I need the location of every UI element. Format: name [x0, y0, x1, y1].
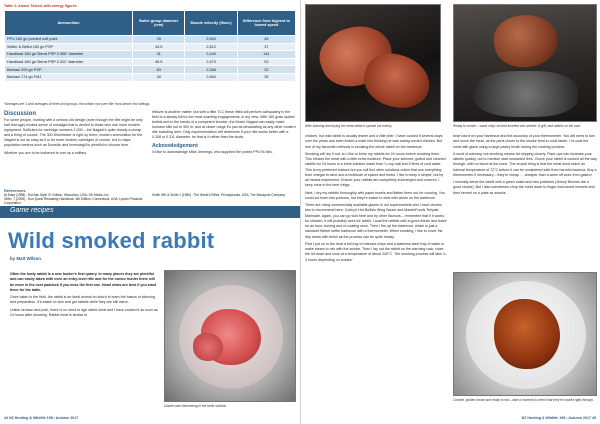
article-paragraph: A word of warning: hot smoking means fat dripping closely. Flare-ups can increase your rabbits quickly, not to mention start unwanted fires. Check your rabbit is cooked all the way through, with no blood at the bone. The crucial thing is that the meat must reach an internal temperature of 72°C before it can be considered safe from harmful bacteria. Buy a thermometer if necessary – they're cheap … cheaper than a week off work from gastro!	[453, 151, 597, 177]
discussion-heading: Discussion	[4, 111, 37, 117]
article-title: Wild smoked rabbit	[8, 228, 215, 253]
table-cell: PPU 160 gn pointed soft point	[5, 36, 133, 44]
table-cell: 63	[133, 66, 185, 74]
table-cell: 25	[133, 36, 185, 44]
article-paragraph: Next, I dry my rabbits thoroughly with paper towels and flatten them out for cooking. You could cut them into portions, but they're easier to deal with whole on the barbecue.	[305, 190, 445, 200]
discussion-column-1	[4, 110, 146, 156]
table-cell: 2,440	[185, 51, 237, 59]
discussion-text-2: Whether you are to be bothered to turn up a military	[4, 150, 87, 155]
page-number-right: NZ Hunting & Wildlife 198 • Autumn 2017 45	[521, 416, 596, 420]
table-cell: 45	[237, 36, 295, 44]
article-column-4	[453, 134, 597, 196]
acknowledgement-heading: Acknowledgement	[152, 142, 198, 149]
table-cell: 31	[133, 51, 185, 59]
skinned-rabbit-photo	[305, 4, 441, 122]
table-cell: 22	[237, 66, 295, 74]
article-paragraph: Smoking will dry it out, so I like to brine my rabbits for 24 hours before smoking them. This infuses the meat with a little extra moisture. Place your skinned, gutted and cleaned rabbits for 24 hours in a brine solution made from ¼ cup salt and 5 litres of cold water. This is my preferred mixture but you will find other solutions online that use everything from vinegar to wine and a multitude of spices and herbs. I like to keep it simple, but by all means experiment. Ensure your rabbits are completely submerged and covered. I keep mine in the beer fridge.	[305, 151, 446, 188]
table-row	[5, 66, 296, 74]
article-paragraph: There are many commercially available glazes in our supermarkets and I have chosen two to recommend here: Culley's Hot Buffalo Wing Sauce and MasterFoods Teriyaki Marinade. Again, you can go wild here and try other flavours – remember that if it works for chicken, it will probably work for rabbit. I coat the rabbits with a good drizzle and leave for an hour, turning and re-coating once. Then I fire up the barbecue, which is just a standard Weber kettle barbecue with a thermometer. When smoking, I like to cover the drip areas with tinfoil as the process can be quite messy.	[305, 203, 447, 239]
table-cell: 2,600	[185, 36, 237, 44]
brine-photo	[164, 270, 296, 402]
table-cell: 37	[237, 43, 295, 51]
reference-item: At Ease (1998) : Hot Ash Style 3+ Edition, Wisconsin, USA; DK Media, Inc.	[4, 193, 110, 197]
article-paragraph: I normally serve the rabbit with a green salad and new potatoes (Jersey Bennes are a good choice). But I also sometimes chop the meat down to finger-food-sized morsels and then served on a plate as snacks.	[453, 180, 595, 195]
table-header: Muzzle velocity (ft/sec)	[185, 11, 237, 36]
table-cell: 2,470	[185, 58, 237, 66]
brine-photo-caption: Glazed and shimmering in the brine solution	[164, 404, 227, 408]
table-row	[5, 36, 296, 44]
table-cell: 141	[237, 51, 295, 59]
byline: by Matt Wilson	[10, 256, 41, 261]
reference-item: Giffin, T (2008) : Gun Quest Reloading Handbook. 6th Edition, Connecticut, USA; Lyman Products Corporation.	[4, 197, 143, 205]
reference-item: Smith WH & Smith J (1980) : The World's Rifles. Pennsylvania, USA; The Stackpole Company.	[152, 193, 286, 197]
section-banner	[0, 206, 300, 218]
table-cell: 2,612	[185, 43, 237, 51]
table-row	[5, 51, 296, 59]
article-paragraph: heat loss from your barbecue and the accuracy of your thermometer. You will need to turn and move the meat, as the parts closer to the smoke tend to cook faster. I re-coat the meat with glaze using a large pastry brush during the cooking process.	[453, 134, 596, 149]
section-label: Game recipes	[10, 207, 54, 214]
table-caption: Table 1: Ammo Tested, with energy figures	[4, 4, 77, 8]
table-header: Bullet group diameter (mm)	[133, 11, 185, 36]
table-row	[5, 73, 296, 81]
article-paragraph: Once taken in the field, the rabbit is an ideal animal on which to learn the basics of skinning and preparation. It's easier to skin and gut rabbits while they are still warm.	[10, 295, 156, 305]
discussion-column-2	[152, 110, 296, 155]
references-heading: References	[4, 188, 26, 193]
article-paragraph: Unlike venison and pork, there is no need to age rabbit meat and I have cooked it as soon as 24 hours after shooting. Rabbit meat is similar to	[10, 307, 158, 318]
table-cell: 44.5	[133, 43, 185, 51]
table-cell: Barnaul 209 gn PSP	[5, 66, 133, 74]
discussion-text: For some people, hunting with a century-old design (even though the rifle might be only half that age) evokes sense of nostalgia that is denied to those who use more modern equipment. Sufficient for cartridge numbers 1,000 – the Nagant's quite closely a cheap and a thing of course. The 300 Winchester is right up there, modern ammunition for the Nagant is not as easy as it is for more modern cartridges of course, but in major population centres such as Dunedin and Invercargill is plentiful to choose from.	[4, 118, 143, 148]
table-cell: 35	[237, 73, 295, 81]
article-intro-column	[10, 272, 158, 318]
table-cell: 53	[237, 58, 295, 66]
table-row	[5, 58, 296, 66]
photo-caption-3: Cooked, golden brown and ready to eat – take a moment to check that they're cooked right through.	[453, 398, 594, 402]
table-cell: Barnaul 174 gn FMJ	[5, 73, 133, 81]
table-header: Difference from highest to lowest speed	[237, 11, 295, 36]
table-cell: Handload 160 gn Sierra PSP 0.308" diameter	[5, 51, 133, 59]
discussion-text-3: leftover is another matter, but with a little TLC these rifles will perform adequately in the field to a steady kill for the most exacting engagements, in my view. With 160 grain spitzer bullets and in the hands of a competent shooter, the Mosin Nagant can easily make humane kills out to 300 m, and at closer range it's just as devastating as any other modern rifle including deer. Only experimentation will determine if your rifle works better with a 0.308 or 0.311 diameter, for that is it rather than the shots.	[152, 110, 296, 140]
article-paragraph: chicken, but wild rabbit is usually leaner and a little drier. I have cooked it several ways over the years and even fooled a mate into thinking he was eating curried chicken. But one of my favourite methods is smoking the whole rabbit on the barbecue.	[305, 134, 443, 149]
photo-caption-2: Ready to smoke – wood chips set and inserted into smoker. A grill, and rabbits on the rack.	[453, 124, 581, 128]
cooked-rabbit-photo	[453, 272, 597, 396]
table-cell: 45.5	[133, 58, 185, 66]
table-note: *Averages are 3-shot averages of three-shot groups, the bottom row (see rifle: front-bench rest settings.	[4, 102, 151, 106]
table-cell: 40	[133, 73, 185, 81]
article-paragraph: First I put on to the heat a foil tray of manuka chips and a stainless-steel tray of water to make steam to mix with the smoke. Then I lay out the rabbit on the warming rack, close the lid down and cook at a temperature of about 140°C. The smoking process will take 2–4 hours depending on smoke/	[305, 241, 448, 262]
table-body	[5, 36, 296, 82]
acknowledgement-text: I'd like to acknowledge Mike Jennings, who supplied the ported PPU M-Nils.	[152, 149, 273, 154]
table-cell: Handload 160 gn Sierra PSP 0.311" diameter	[5, 58, 133, 66]
table-cell: 2,346	[185, 66, 237, 74]
right-page	[300, 0, 600, 424]
table-header: Ammunition	[5, 11, 133, 36]
ammo-table	[4, 10, 296, 82]
article-column-3	[305, 134, 447, 263]
references	[4, 188, 294, 205]
table-cell: Sellier & Bellot 160 gn PSP	[5, 43, 133, 51]
table-row	[5, 43, 296, 51]
table-cell: 2,664	[185, 73, 237, 81]
smoker-photo	[453, 4, 597, 122]
article-intro: Often the lowly rabbit is a new hunter's first quarry. In many places they are plentiful and can easily taken with even an entry-level rifle and for the novice hunter there will be more in the next paddock if you miss the first one. Head shots are best if you want them for the table.	[10, 272, 156, 292]
page-number-left: 44 NZ Hunting & Wildlife 198 • Autumn 2017	[4, 416, 79, 420]
photo-caption-1: After skinning and drying the meat rabbit is spread out evenly.	[305, 124, 393, 128]
